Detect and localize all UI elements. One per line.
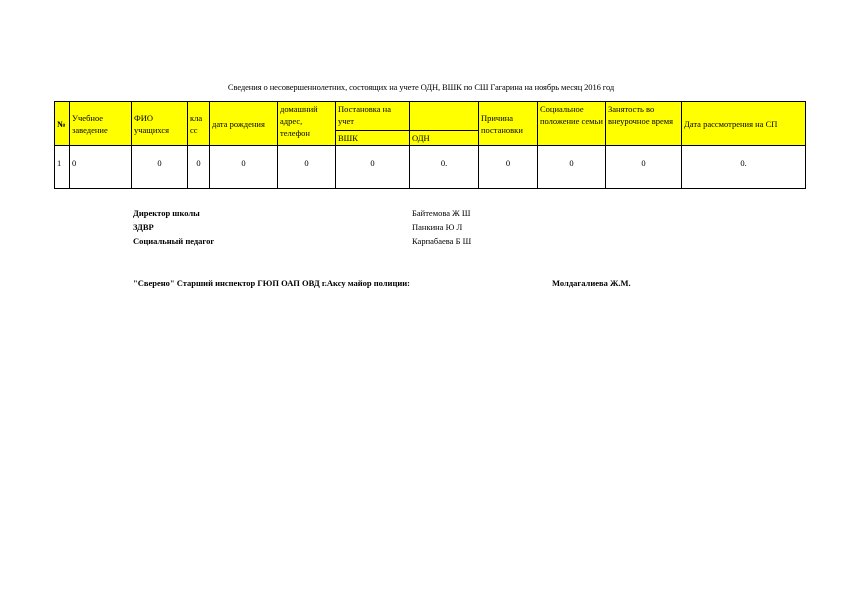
cell-employment: 0 (606, 146, 682, 189)
cell-reason: 0 (479, 146, 538, 189)
header-vshk: ВШК (336, 131, 410, 146)
cell-social: 0 (538, 146, 606, 189)
header-address: домашний адрес, телефон (278, 102, 336, 146)
cell-vshk: 0 (336, 146, 410, 189)
table-row (55, 146, 806, 189)
cell-fio: 0 (132, 146, 188, 189)
cell-address: 0 (278, 146, 336, 189)
cell-review: 0. (682, 146, 806, 189)
header-num: № (55, 102, 70, 146)
cell-dob: 0 (210, 146, 278, 189)
social-pedagogue-name: Карпабаева Б Ш (412, 236, 472, 246)
header-social: Социальное положение семьи (538, 102, 606, 146)
header-fio: ФИО учащихся (132, 102, 188, 146)
director-role: Директор школы (133, 208, 200, 218)
header-school: Учебное заведение (70, 102, 132, 146)
social-pedagogue-role: Социальный педагог (133, 236, 215, 246)
director-name: Байтемова Ж Ш (412, 208, 471, 218)
header-review: Дата рассмотрения на СП (682, 102, 806, 146)
header-class: кла сс (188, 102, 210, 146)
inspector-name: Молдагалиева Ж.М. (552, 278, 631, 288)
cell-num: 1 (55, 146, 70, 189)
cell-school: 0 (70, 146, 132, 189)
registry-table (54, 101, 806, 189)
header-employment: Занятость во внеурочное время (606, 102, 682, 146)
header-reason: Причина постановки (479, 102, 538, 146)
header-row (55, 102, 806, 131)
zdvr-name: Панкина Ю Л (412, 222, 463, 232)
agreed-inspector-line: "Сверено" Старший инспектор ГЮП ОАП ОВД г.Аксу майор полиции: (133, 278, 410, 288)
cell-class: 0 (188, 146, 210, 189)
cell-odn: 0. (410, 146, 479, 189)
zdvr-role: ЗДВР (133, 222, 154, 232)
header-dob: дата рождения (210, 102, 278, 146)
document-title: Сведения о несовершеннолетних, состоящих на учете ОДН, ВШК по СШ Гагарина на ноябрь месяц 2016 год (227, 82, 615, 92)
header-odn: ОДН (410, 131, 479, 146)
header-registration: Постановка на учет (336, 102, 410, 131)
header-registration-blank (410, 102, 479, 131)
